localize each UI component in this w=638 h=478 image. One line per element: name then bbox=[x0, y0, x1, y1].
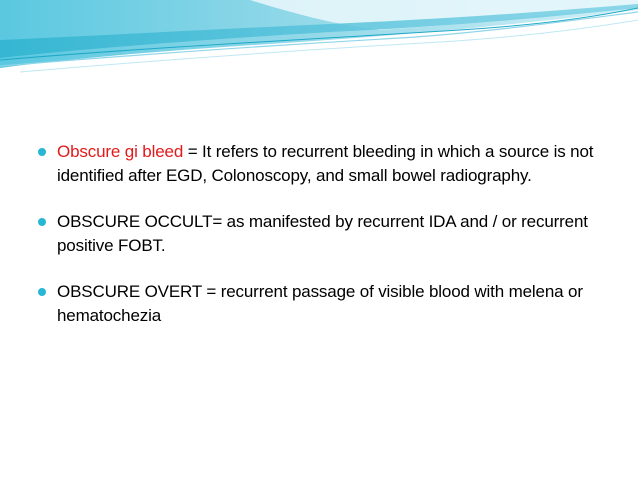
bullet-item-obscure-overt bbox=[38, 280, 608, 328]
header-wave-decoration bbox=[0, 0, 638, 80]
bullet-dot-icon bbox=[38, 148, 46, 156]
bullet-dot-icon bbox=[38, 218, 46, 226]
highlighted-term: Obscure gi bleed bbox=[57, 142, 184, 161]
bullet-text: OBSCURE OCCULT= as manifested by recurrent IDA and / or recurrent positive FOBT. bbox=[57, 212, 588, 255]
bullet-item-obscure-occult bbox=[38, 210, 608, 258]
bullet-text: OBSCURE OVERT = recurrent passage of visible blood with melena or hematochezia bbox=[57, 282, 583, 325]
bullet-text: = It refers to recurrent bleeding in which a source is not identified after EGD, Colonoscopy, and small bowel radiography. bbox=[57, 142, 594, 185]
bullet-item-obscure-gi-bleed bbox=[38, 140, 608, 188]
bullet-list bbox=[38, 140, 608, 350]
bullet-dot-icon bbox=[38, 288, 46, 296]
